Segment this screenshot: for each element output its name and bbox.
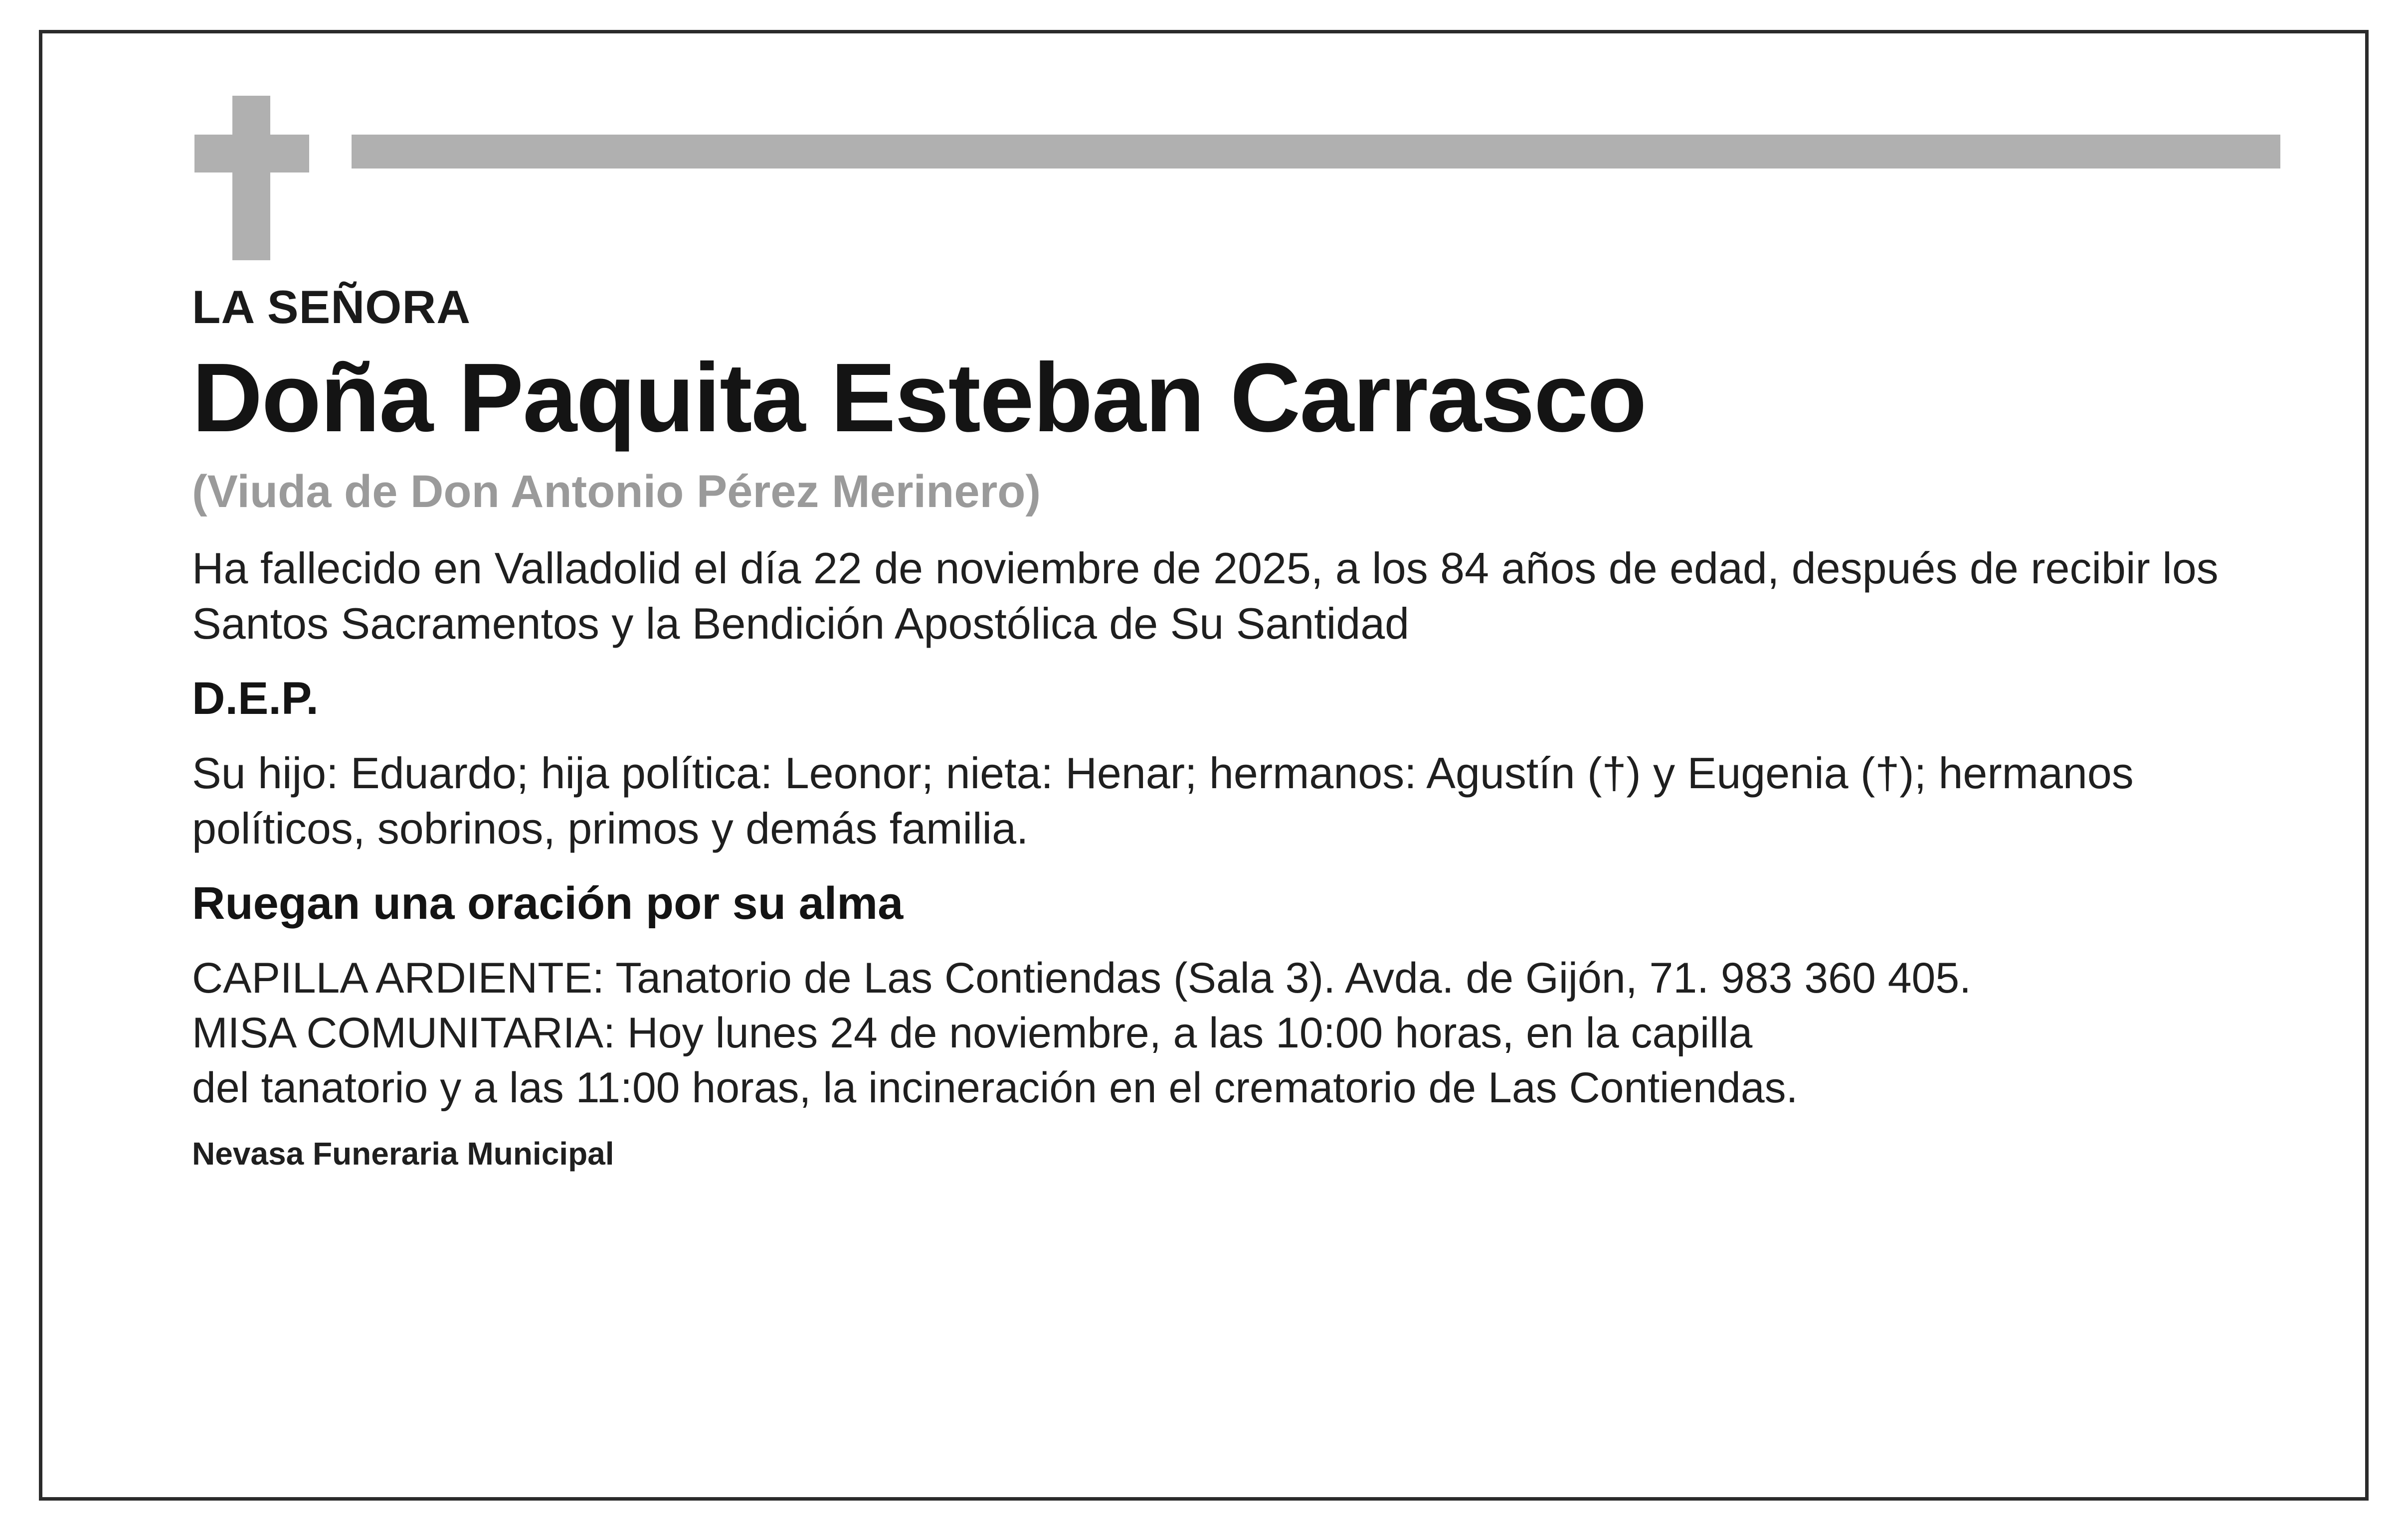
death-announcement-line-1: Ha fallecido en Valladolid el día 22 de noviembre de 2025, a los 84 años de edad, [192, 543, 1780, 593]
notice-content [192, 283, 2270, 1171]
death-announcement-line-2: después de recibir los Santos Sacramentos y la Bendición Apostólica de Su Santidad [192, 543, 2219, 648]
death-announcement [192, 541, 2270, 652]
service-details-line-3: del tanatorio y a las 11:00 horas, la incineración en el crematorio de Las Contiendas. [192, 1063, 1798, 1112]
funeral-home-name: Nevasa Funeraria Municipal [192, 1135, 614, 1172]
spouse-line: (Viuda de Don Antonio Pérez Merinero) [192, 466, 1041, 517]
family-list-line-1: Su hijo: Eduardo; hija política: Leonor; nieta: Henar; hermanos: Agustín (†) y Eugenia (†); [192, 748, 1927, 798]
honorific-label: LA SEÑORA [192, 281, 471, 333]
service-details-line-2: MISA COMUNITARIA: Hoy lunes 24 de noviembre, a las 10:00 horas, en la capilla [192, 1009, 1753, 1057]
cross-icon [194, 96, 309, 260]
cross-horizontal-bar [194, 135, 309, 172]
notice-header-band [102, 68, 2320, 233]
cross-vertical-bar [232, 96, 270, 260]
notice-inner [102, 68, 2320, 1172]
family-list-line-2: hermanos políticos, sobrinos, primos y demás familia. [192, 748, 2134, 853]
service-details-line-1: CAPILLA ARDIENTE: Tanatorio de Las Contiendas (Sala 3). Avda. de Gijón, 71. 983 360 405. [192, 954, 1972, 1002]
deceased-name: Doña Paquita Esteban Carrasco [192, 342, 1646, 452]
service-details [192, 951, 2270, 1115]
prayer-request: Ruegan una oración por su alma [192, 877, 904, 929]
obituary-notice-card [39, 30, 2369, 1501]
header-rule [352, 135, 2280, 169]
family-list [192, 746, 2270, 856]
rest-in-peace-label: D.E.P. [192, 673, 319, 724]
